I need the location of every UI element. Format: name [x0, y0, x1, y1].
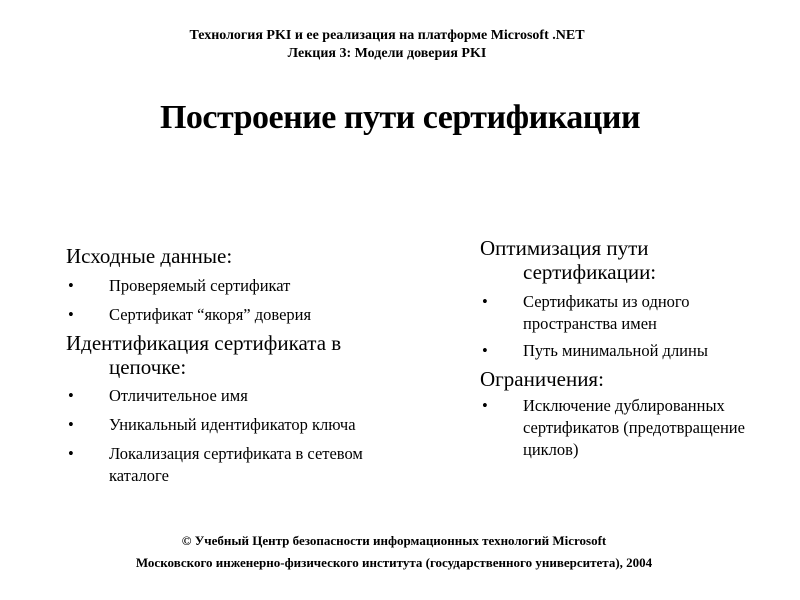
list-item	[480, 340, 780, 362]
list-item-text: Исключение дублированных сертификатов (предотвращение циклов)	[523, 396, 745, 459]
bullet-list-identification	[66, 385, 396, 487]
list-item	[66, 385, 396, 407]
list-item	[480, 291, 763, 335]
institution-line: Московского инженерно-физического института (государственного университета), 2004	[135, 555, 653, 570]
list-item	[66, 443, 379, 487]
right-column	[480, 236, 780, 461]
list-item-text: Локализация сертификата в сетевом каталоге	[109, 444, 363, 485]
left-column	[66, 244, 396, 487]
list-item-text: Путь минимальной длины	[523, 341, 708, 360]
bullet-icon: •	[482, 341, 488, 360]
list-item	[66, 304, 396, 326]
copyright-line: © Учебный Центр безопасности информационных технологий Microsoft	[181, 533, 607, 548]
list-item-text: Сертификат “якоря” доверия	[109, 305, 312, 324]
bullet-list-constraints	[480, 395, 780, 461]
list-item-text: Уникальный идентификатор ключа	[109, 415, 356, 434]
bullet-list-optimization	[480, 291, 780, 362]
course-title: Технология PKI и ее реализация на платформе Microsoft .NET	[189, 28, 585, 43]
bullet-icon: •	[482, 292, 488, 311]
section-heading-identification: Идентификация сертификата в цепочке:	[66, 331, 342, 379]
section-heading-optimization: Оптимизация пути сертификации:	[480, 236, 657, 284]
bullet-icon: •	[68, 276, 74, 295]
list-item-text: Сертификаты из одного пространства имен	[523, 292, 690, 333]
bullet-icon: •	[68, 386, 74, 405]
bullet-list-source-data	[66, 275, 396, 326]
slide-title: Построение пути сертификации	[159, 99, 641, 136]
bullet-icon: •	[68, 444, 74, 463]
bullet-icon: •	[482, 396, 488, 415]
list-item	[480, 395, 763, 461]
bullet-icon: •	[68, 415, 74, 434]
list-item	[66, 275, 396, 297]
list-item-text: Проверяемый сертификат	[109, 276, 291, 295]
slide-footer	[0, 530, 788, 574]
bullet-icon: •	[68, 305, 74, 324]
lecture-title: Лекция 3: Модели доверия PKI	[287, 46, 487, 61]
section-heading-constraints: Ограничения:	[480, 367, 604, 391]
list-item	[66, 414, 396, 436]
slide-header	[0, 27, 774, 63]
section-heading-source-data: Исходные данные:	[66, 244, 233, 268]
list-item-text: Отличительное имя	[109, 386, 248, 405]
